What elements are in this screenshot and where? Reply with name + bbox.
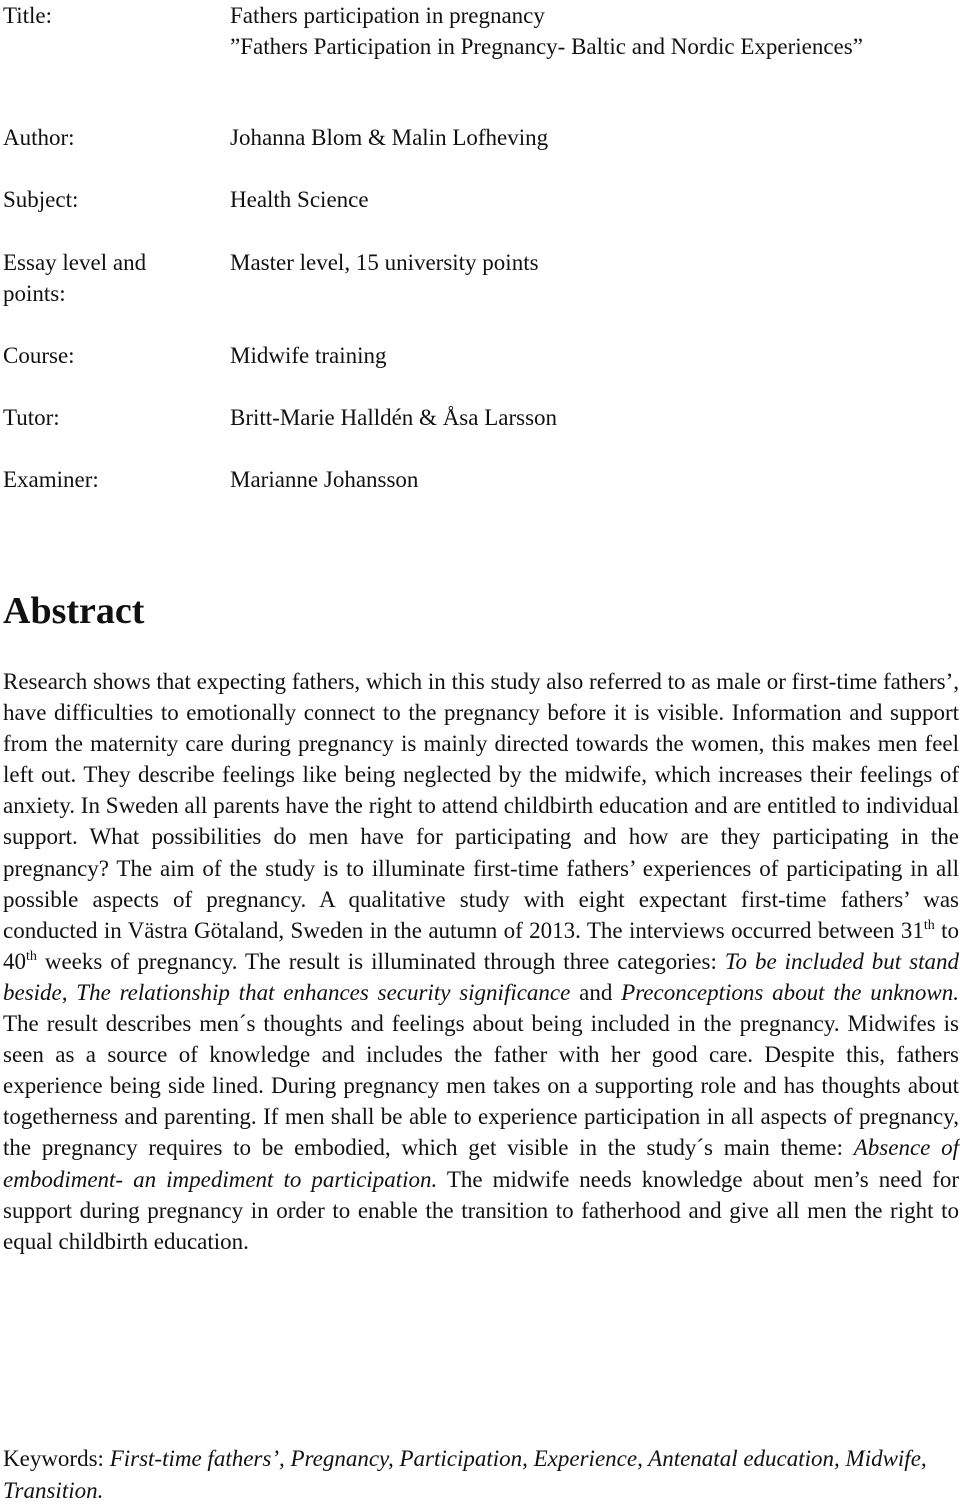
title-line-2: ”Fathers Participation in Pregnancy- Baltic and Nordic Experiences”: [230, 34, 863, 59]
abstract-text-2: to 40: [3, 917, 960, 974]
superscript-th-1: th: [923, 917, 935, 933]
subject-value: Health Science: [230, 187, 369, 212]
abstract-body: [3, 666, 959, 1257]
abstract-and: and: [570, 979, 622, 1005]
abstract-text-4: The result describes men´s thoughts and feelings about being included in the pregnancy. Midwifes is seen as a source of knowledge and includes the father with her good care. Despite this, fathers experience being side lined. During pregnancy men takes on a supporting role and has thoughts about togetherness and parenting. If men shall be able to experience participation in all aspects of pregnancy, the pregnancy requires to be embodied, which get visible in the study´s main theme:: [3, 1011, 959, 1161]
course-value: Midwife training: [230, 343, 387, 368]
course-label: Course:: [3, 343, 75, 368]
subject-label: Subject:: [3, 187, 79, 212]
category-3: Preconceptions about the unknown.: [621, 979, 960, 1005]
tutor-label: Tutor:: [3, 405, 60, 430]
title-line-1: Fathers participation in pregnancy: [230, 3, 545, 28]
abstract-text-3: weeks of pregnancy. The result is illuminated through three categories:: [36, 948, 725, 974]
superscript-th-2: th: [26, 948, 37, 964]
keywords-label: Keywords:: [3, 1446, 110, 1471]
examiner-label: Examiner:: [3, 467, 99, 492]
abstract-text-5: The midwife needs knowledge about men’s need for support during pregnancy in order to enable the transition to fatherhood and give all men the right to equal childbirth education.: [3, 1166, 959, 1254]
tutor-value: Britt-Marie Halldén & Åsa Larsson: [230, 405, 558, 430]
main-theme: Absence of embodiment- an impediment to participation.: [3, 1135, 959, 1192]
title-value: [230, 0, 930, 62]
examiner-value: Marianne Johansson: [230, 467, 419, 492]
author-label: Author:: [3, 125, 75, 150]
abstract-heading: Abstract: [3, 590, 145, 632]
abstract-text-1: Research shows that expecting fathers, which in this study also referred to as male or first-time fathers’, have difficulties to emotionally connect to the pregnancy before it is visible. Information and support from the maternity care during pregnancy is mainly directed towards the women, this makes men feel left out. They describe feelings like being neglected by the midwife, which increases their feelings of anxiety. In Sweden all parents have the right to attend childbirth education and are entitled to individual support. What possibilities do men have for participating and how are they participating in the pregnancy? The aim of the study is to illuminate first-time fathers’ experiences of participating in all possible aspects of pregnancy. A qualitative study with eight expectant first-time fathers’ was conducted in Västra Götaland, Sweden in the autumn of 2013. The interviews occurred between 31: [3, 669, 959, 943]
author-value: Johanna Blom & Malin Lofheving: [230, 125, 549, 150]
keywords: [3, 1443, 959, 1506]
title-label: Title:: [3, 3, 53, 28]
category-1-2: To be included but stand beside, The relationship that enhances security significance: [3, 948, 959, 1005]
keywords-value: First-time fathers’, Pregnancy, Participation, Experience, Antenatal education, Midwife, Transition.: [3, 1446, 927, 1503]
essay-level-value: Master level, 15 university points: [230, 250, 539, 275]
essay-level-label: Essay level and points:: [3, 250, 147, 306]
